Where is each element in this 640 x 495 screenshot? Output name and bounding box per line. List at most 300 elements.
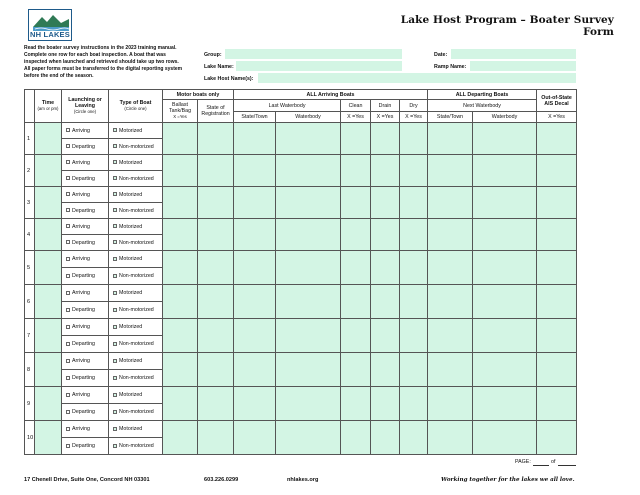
departing-state-town-cell[interactable] — [428, 187, 473, 219]
departing-option[interactable] — [62, 438, 109, 455]
departing-label: Departing — [72, 375, 95, 381]
time-label: Time — [41, 100, 55, 106]
motorized-option[interactable] — [109, 251, 163, 268]
drain-cell[interactable] — [371, 285, 400, 319]
page-title: Lake Host Program – Boater Survey Form — [400, 14, 614, 38]
all-departing-header: ALL Departing Boats — [428, 90, 537, 100]
departing-label: Departing — [72, 143, 95, 150]
departing-waterbody-cell[interactable] — [473, 319, 537, 353]
checkbox-icon — [66, 257, 70, 261]
non-motorized-option[interactable] — [109, 370, 163, 387]
departing-state-town-cell[interactable] — [428, 387, 473, 421]
departing-label: Departing — [72, 175, 95, 182]
state-registration-cell[interactable] — [198, 219, 234, 251]
motorized-option[interactable] — [109, 123, 163, 139]
arriving-label: Arriving — [72, 324, 90, 330]
departing-option[interactable] — [62, 268, 109, 285]
row-number-header — [25, 90, 35, 123]
motorized-option[interactable] — [109, 319, 163, 336]
checkbox-icon — [66, 128, 70, 132]
motorized-label: Motorized — [119, 127, 143, 134]
drain-cell[interactable] — [371, 123, 400, 155]
checkbox-icon — [66, 410, 70, 414]
clean-cell[interactable] — [341, 353, 371, 387]
arriving-state-town-cell[interactable] — [234, 421, 276, 455]
time-cell[interactable] — [35, 387, 62, 421]
checkbox-icon — [113, 427, 117, 431]
motorized-option[interactable] — [109, 187, 163, 203]
footer-address: 17 Chenell Drive, Suite One, Concord NH 03301 — [24, 477, 150, 483]
instruction-line: Complete one row for each boat inspection. A boat that was — [24, 52, 166, 59]
checkbox-icon — [66, 224, 70, 228]
arriving-state-town-cell[interactable] — [234, 387, 276, 421]
decal-cell[interactable] — [537, 251, 577, 285]
group-field[interactable] — [225, 49, 402, 59]
table-row — [25, 187, 577, 203]
ramp-name-field[interactable] — [470, 61, 576, 71]
checkbox-icon — [113, 257, 117, 261]
arriving-label: Arriving — [72, 159, 90, 166]
table-row — [25, 155, 577, 171]
checkbox-icon — [113, 342, 117, 346]
clean-yes-header: X =Yes — [341, 112, 371, 123]
non-motorized-option[interactable] — [109, 235, 163, 251]
departing-state-town-cell[interactable] — [428, 421, 473, 455]
row-number: 1 — [25, 123, 35, 155]
checkbox-icon — [113, 240, 117, 244]
checkbox-icon — [113, 291, 117, 295]
non-motorized-option[interactable] — [109, 302, 163, 319]
table-row — [25, 285, 577, 302]
dry-cell[interactable] — [400, 219, 428, 251]
clean-cell[interactable] — [341, 187, 371, 219]
clean-cell[interactable] — [341, 387, 371, 421]
ballast-sub: X =Yes — [173, 114, 187, 119]
motorized-label: Motorized — [119, 191, 143, 198]
clean-cell[interactable] — [341, 285, 371, 319]
drain-cell[interactable] — [371, 187, 400, 219]
departing-option[interactable] — [62, 171, 109, 187]
clean-cell[interactable] — [341, 251, 371, 285]
dry-cell[interactable] — [400, 155, 428, 187]
decal-cell[interactable] — [537, 319, 577, 353]
row-number: 2 — [25, 155, 35, 187]
checkbox-icon — [66, 376, 70, 380]
arriving-label: Arriving — [72, 392, 90, 398]
dry-cell[interactable] — [400, 319, 428, 353]
page-number-field[interactable] — [533, 459, 549, 466]
nh-lakes-logo — [28, 9, 72, 41]
state-registration-cell[interactable] — [198, 123, 234, 155]
time-header — [35, 90, 62, 123]
time-sub: (am or pm) — [37, 106, 59, 111]
decal-cell[interactable] — [537, 387, 577, 421]
motorized-option[interactable] — [109, 353, 163, 370]
motorized-option[interactable] — [109, 155, 163, 171]
checkbox-icon — [66, 393, 70, 397]
drain-cell[interactable] — [371, 155, 400, 187]
arriving-option[interactable] — [62, 187, 109, 203]
row-number: 3 — [25, 187, 35, 219]
all-arriving-header: ALL Arriving Boats — [234, 90, 428, 100]
dry-cell[interactable] — [400, 285, 428, 319]
dry-cell[interactable] — [400, 353, 428, 387]
departing-label: Departing — [72, 409, 95, 415]
arriving-label: Arriving — [72, 127, 90, 134]
instruction-line: All paper forms must be transferred to the digital reporting system — [24, 66, 183, 73]
state-registration-cell[interactable] — [198, 387, 234, 421]
state-registration-cell[interactable] — [198, 285, 234, 319]
state-registration-cell[interactable] — [198, 187, 234, 219]
ramp-name-label: Ramp Name: — [434, 64, 467, 70]
row-number: 6 — [25, 285, 35, 319]
arriving-state-town-cell[interactable] — [234, 251, 276, 285]
checkbox-icon — [113, 359, 117, 363]
non-motorized-option[interactable] — [109, 268, 163, 285]
decal-yes-header: X =Yes — [537, 112, 577, 123]
checkbox-icon — [66, 308, 70, 312]
checkbox-icon — [66, 359, 70, 363]
arriving-label: Arriving — [72, 191, 90, 198]
checkbox-icon — [66, 427, 70, 431]
arriving-option[interactable] — [62, 421, 109, 438]
departing-label: Departing — [72, 443, 95, 449]
departing-option[interactable] — [62, 404, 109, 421]
drain-yes-header: X =Yes — [371, 112, 400, 123]
non-motorized-label: Non-motorized — [119, 375, 154, 381]
departing-state-town-cell[interactable] — [428, 251, 473, 285]
instruction-line: before the end of the season. — [24, 73, 94, 80]
checkbox-icon — [113, 393, 117, 397]
motorized-label: Motorized — [119, 223, 143, 230]
arriving-waterbody-cell[interactable] — [276, 319, 341, 353]
dry-cell[interactable] — [400, 387, 428, 421]
ballast-cell[interactable] — [163, 319, 198, 353]
state-registration-cell[interactable] — [198, 353, 234, 387]
arriving-waterbody-cell[interactable] — [276, 421, 341, 455]
motorized-option[interactable] — [109, 219, 163, 235]
arriving-option[interactable] — [62, 155, 109, 171]
instructions — [24, 45, 200, 80]
non-motorized-label: Non-motorized — [119, 307, 154, 313]
arriving-waterbody-cell[interactable] — [276, 285, 341, 319]
launching-header — [62, 90, 109, 123]
footer-phone: 603.226.0299 — [204, 477, 239, 483]
dry-yes-header: X =Yes — [400, 112, 428, 123]
launching-sub: (Circle one) — [73, 109, 97, 114]
non-motorized-option[interactable] — [109, 404, 163, 421]
motorized-label: Motorized — [119, 256, 143, 262]
drain-cell[interactable] — [371, 421, 400, 455]
table-row — [25, 123, 577, 139]
lake-name-label: Lake Name: — [204, 64, 234, 70]
time-cell[interactable] — [35, 421, 62, 455]
footer-tagline: Working together for the lakes we all love. — [441, 477, 575, 483]
departing-waterbody-header: Waterbody — [473, 112, 537, 123]
table-row — [25, 387, 577, 404]
time-cell[interactable] — [35, 187, 62, 219]
non-motorized-option[interactable] — [109, 336, 163, 353]
non-motorized-option[interactable] — [109, 203, 163, 219]
departing-option[interactable] — [62, 336, 109, 353]
drain-cell[interactable] — [371, 219, 400, 251]
checkbox-icon — [66, 325, 70, 329]
departing-state-town-cell[interactable] — [428, 285, 473, 319]
arriving-state-town-cell[interactable] — [234, 187, 276, 219]
ballast-cell[interactable] — [163, 123, 198, 155]
checkbox-icon — [66, 240, 70, 244]
arriving-option[interactable] — [62, 219, 109, 235]
page-label: PAGE: — [515, 459, 531, 465]
footer-website[interactable]: nhlakes.org — [287, 477, 319, 483]
decal-cell[interactable] — [537, 123, 577, 155]
page-total-field[interactable] — [558, 459, 576, 466]
drain-cell[interactable] — [371, 319, 400, 353]
arriving-waterbody-header: Waterbody — [276, 112, 341, 123]
departing-waterbody-cell[interactable] — [473, 353, 537, 387]
drain-cell[interactable] — [371, 251, 400, 285]
motor-only-header: Motor boats only — [163, 90, 234, 100]
non-motorized-label: Non-motorized — [119, 175, 154, 182]
departing-option[interactable] — [62, 139, 109, 155]
checkbox-icon — [66, 160, 70, 164]
ballast-cell[interactable] — [163, 421, 198, 455]
time-cell[interactable] — [35, 285, 62, 319]
clean-cell[interactable] — [341, 421, 371, 455]
time-cell[interactable] — [35, 319, 62, 353]
state-registration-cell[interactable] — [198, 155, 234, 187]
non-motorized-label: Non-motorized — [119, 409, 154, 415]
checkbox-icon — [113, 144, 117, 148]
date-field[interactable] — [451, 49, 576, 59]
decal-cell[interactable] — [537, 353, 577, 387]
decal-cell[interactable] — [537, 155, 577, 187]
decal-cell[interactable] — [537, 219, 577, 251]
motorized-label: Motorized — [119, 159, 143, 166]
arriving-option[interactable] — [62, 387, 109, 404]
non-motorized-label: Non-motorized — [119, 341, 154, 347]
lake-name-field[interactable] — [236, 61, 402, 71]
dry-header: Dry — [400, 100, 428, 112]
departing-waterbody-cell[interactable] — [473, 123, 537, 155]
table-row — [25, 251, 577, 268]
ballast-header — [163, 100, 198, 123]
launching-label: Launching or Leaving — [68, 97, 102, 109]
instruction-line: Read the boater survey instructions in the 2023 training manual. — [24, 45, 177, 51]
non-motorized-option[interactable] — [109, 171, 163, 187]
ballast-cell[interactable] — [163, 219, 198, 251]
row-number: 9 — [25, 387, 35, 421]
checkbox-icon — [66, 274, 70, 278]
non-motorized-label: Non-motorized — [119, 273, 154, 279]
arriving-waterbody-cell[interactable] — [276, 387, 341, 421]
decal-cell[interactable] — [537, 187, 577, 219]
departing-state-town-cell[interactable] — [428, 123, 473, 155]
non-motorized-label: Non-motorized — [119, 207, 154, 214]
arriving-state-town-cell[interactable] — [234, 219, 276, 251]
motorized-label: Motorized — [119, 290, 143, 296]
dry-cell[interactable] — [400, 421, 428, 455]
motorized-label: Motorized — [119, 426, 143, 432]
departing-waterbody-cell[interactable] — [473, 387, 537, 421]
motorized-option[interactable] — [109, 421, 163, 438]
departing-waterbody-cell[interactable] — [473, 187, 537, 219]
checkbox-icon — [113, 224, 117, 228]
non-motorized-option[interactable] — [109, 438, 163, 455]
ballast-cell[interactable] — [163, 387, 198, 421]
checkbox-icon — [113, 444, 117, 448]
time-cell[interactable] — [35, 219, 62, 251]
departing-waterbody-cell[interactable] — [473, 251, 537, 285]
departing-state-town-cell[interactable] — [428, 353, 473, 387]
checkbox-icon — [66, 192, 70, 196]
time-cell[interactable] — [35, 123, 62, 155]
arriving-state-town-cell[interactable] — [234, 353, 276, 387]
out-of-state-header: Out-of-State AIS Decal — [537, 90, 577, 112]
departing-label: Departing — [72, 341, 95, 347]
row-number: 7 — [25, 319, 35, 353]
ballast-cell[interactable] — [163, 155, 198, 187]
drain-cell[interactable] — [371, 387, 400, 421]
time-cell[interactable] — [35, 155, 62, 187]
departing-label: Departing — [72, 307, 95, 313]
drain-cell[interactable] — [371, 353, 400, 387]
boat-type-label: Type of Boat — [119, 100, 152, 106]
mountain-lake-icon — [33, 13, 69, 31]
ballast-label: Ballast Tank/Bag — [168, 102, 192, 114]
checkbox-icon — [113, 325, 117, 329]
table-row — [25, 353, 577, 370]
arriving-state-town-header: State/Town — [234, 112, 276, 123]
checkbox-icon — [113, 160, 117, 164]
motorized-option[interactable] — [109, 285, 163, 302]
clean-header: Clean — [341, 100, 371, 112]
motorized-option[interactable] — [109, 387, 163, 404]
ballast-cell[interactable] — [163, 285, 198, 319]
checkbox-icon — [66, 342, 70, 346]
departing-state-town-cell[interactable] — [428, 319, 473, 353]
arriving-option[interactable] — [62, 251, 109, 268]
arriving-state-town-cell[interactable] — [234, 319, 276, 353]
arriving-option[interactable] — [62, 319, 109, 336]
arriving-state-town-cell[interactable] — [234, 123, 276, 155]
arriving-label: Arriving — [72, 426, 90, 432]
checkbox-icon — [113, 308, 117, 312]
non-motorized-option[interactable] — [109, 139, 163, 155]
ballast-cell[interactable] — [163, 187, 198, 219]
boater-survey-table — [24, 89, 577, 455]
arriving-label: Arriving — [72, 223, 90, 230]
arriving-waterbody-cell[interactable] — [276, 353, 341, 387]
row-number: 8 — [25, 353, 35, 387]
motorized-label: Motorized — [119, 358, 143, 364]
departing-state-town-cell[interactable] — [428, 219, 473, 251]
arriving-waterbody-cell[interactable] — [276, 155, 341, 187]
departing-label: Departing — [72, 273, 95, 279]
table-row — [25, 319, 577, 336]
arriving-state-town-cell[interactable] — [234, 285, 276, 319]
arriving-label: Arriving — [72, 290, 90, 296]
non-motorized-label: Non-motorized — [119, 443, 154, 449]
table-row — [25, 219, 577, 235]
group-label: Group: — [204, 52, 222, 58]
clean-cell[interactable] — [341, 123, 371, 155]
arriving-waterbody-cell[interactable] — [276, 251, 341, 285]
table-row — [25, 421, 577, 438]
departing-option[interactable] — [62, 370, 109, 387]
dry-cell[interactable] — [400, 123, 428, 155]
arriving-label: Arriving — [72, 256, 90, 262]
checkbox-icon — [66, 444, 70, 448]
arriving-state-town-cell[interactable] — [234, 155, 276, 187]
time-cell[interactable] — [35, 251, 62, 285]
departing-label: Departing — [72, 207, 95, 214]
ballast-cell[interactable] — [163, 251, 198, 285]
arriving-option[interactable] — [62, 123, 109, 139]
last-waterbody-header: Last Waterbody — [234, 100, 341, 112]
checkbox-icon — [113, 376, 117, 380]
checkbox-icon — [113, 176, 117, 180]
boat-type-sub: (Circle one) — [124, 106, 147, 111]
decal-cell[interactable] — [537, 285, 577, 319]
drain-header: Drain — [371, 100, 400, 112]
checkbox-icon — [113, 410, 117, 414]
checkbox-icon — [113, 274, 117, 278]
departing-option[interactable] — [62, 235, 109, 251]
arriving-option[interactable] — [62, 285, 109, 302]
row-number: 10 — [25, 421, 35, 455]
state-registration-cell[interactable] — [198, 319, 234, 353]
clean-cell[interactable] — [341, 155, 371, 187]
arriving-waterbody-cell[interactable] — [276, 187, 341, 219]
departing-state-town-header: State/Town — [428, 112, 473, 123]
state-registration-cell[interactable] — [198, 421, 234, 455]
checkbox-icon — [66, 176, 70, 180]
dry-cell[interactable] — [400, 251, 428, 285]
time-cell[interactable] — [35, 353, 62, 387]
arriving-waterbody-cell[interactable] — [276, 219, 341, 251]
state-registration-cell[interactable] — [198, 251, 234, 285]
ballast-cell[interactable] — [163, 353, 198, 387]
non-motorized-label: Non-motorized — [119, 143, 154, 150]
clean-cell[interactable] — [341, 319, 371, 353]
lake-host-label: Lake Host Name(s): — [204, 76, 254, 82]
instruction-line: inspected when launched and retrieved should take up two rows. — [24, 59, 179, 66]
departing-waterbody-cell[interactable] — [473, 285, 537, 319]
departing-waterbody-cell[interactable] — [473, 155, 537, 187]
clean-cell[interactable] — [341, 219, 371, 251]
departing-option[interactable] — [62, 302, 109, 319]
checkbox-icon — [66, 291, 70, 295]
departing-label: Departing — [72, 239, 95, 246]
next-waterbody-header: Next Waterbody — [428, 100, 537, 112]
checkbox-icon — [113, 128, 117, 132]
arriving-option[interactable] — [62, 353, 109, 370]
lake-host-field[interactable] — [258, 73, 576, 83]
logo-text: NH LAKES — [30, 30, 70, 39]
departing-waterbody-cell[interactable] — [473, 219, 537, 251]
departing-state-town-cell[interactable] — [428, 155, 473, 187]
departing-option[interactable] — [62, 203, 109, 219]
checkbox-icon — [66, 208, 70, 212]
dry-cell[interactable] — [400, 187, 428, 219]
arriving-waterbody-cell[interactable] — [276, 123, 341, 155]
checkbox-icon — [66, 144, 70, 148]
motorized-label: Motorized — [119, 324, 143, 330]
page-of-label: of — [551, 459, 556, 465]
decal-cell[interactable] — [537, 421, 577, 455]
departing-waterbody-cell[interactable] — [473, 421, 537, 455]
